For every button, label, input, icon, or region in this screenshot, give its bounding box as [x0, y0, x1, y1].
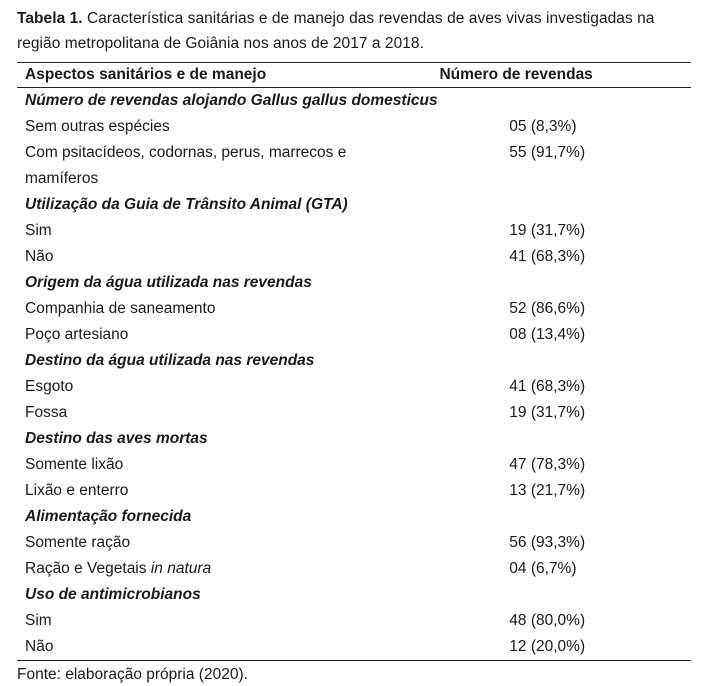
row-label: Somente ração	[25, 534, 131, 551]
row-label: Sem outras espécies	[25, 118, 170, 135]
row-label-italic: in natura	[150, 560, 212, 577]
row-label-container	[17, 556, 359, 582]
row-label: Não	[25, 248, 54, 265]
row-label: Sim	[25, 222, 52, 239]
row-value: 48 (80,0%)	[509, 612, 586, 629]
section-title: Destino das aves mortas	[25, 430, 208, 447]
table-row	[17, 556, 691, 582]
row-value: 04 (6,7%)	[509, 560, 577, 577]
row-label: Sim	[25, 612, 52, 629]
section-row	[17, 88, 691, 115]
row-value: 12 (20,0%)	[359, 634, 691, 661]
row-value: 19 (31,7%)	[509, 404, 586, 421]
table-source: Fonte: elaboração própria (2020).	[17, 666, 248, 683]
section-title: Uso de antimicrobianos	[25, 586, 201, 603]
table-row	[17, 400, 691, 426]
section-row	[17, 426, 691, 452]
row-label: Não	[17, 634, 359, 661]
table-row	[17, 478, 691, 504]
section-title: Utilização da Guia de Trânsito Animal (GTA)	[25, 196, 348, 213]
caption-label: Tabela 1.	[17, 10, 83, 27]
row-value: 08 (13,4%)	[509, 326, 586, 343]
caption-text: Característica sanitárias e de manejo das revendas de aves vivas investigadas na região metropolitana de Goiânia nos anos de 2017 a 2018.	[17, 10, 655, 52]
table-row	[17, 218, 691, 244]
table-header-row	[17, 63, 691, 88]
table-row	[17, 140, 691, 192]
header-count: Número de revendas	[359, 63, 691, 88]
row-value: 19 (31,7%)	[509, 222, 586, 239]
table-row	[17, 452, 691, 478]
row-value: 52 (86,6%)	[509, 300, 586, 317]
row-label: Lixão e enterro	[25, 482, 129, 499]
section-row	[17, 348, 691, 374]
row-value: 41 (68,3%)	[509, 378, 586, 395]
row-value: 05 (8,3%)	[509, 118, 577, 135]
table-row	[17, 244, 691, 270]
row-label: Companhia de saneamento	[25, 300, 216, 317]
row-value: 13 (21,7%)	[509, 482, 586, 499]
section-row	[17, 582, 691, 608]
section-title: Alimentação fornecida	[25, 508, 192, 525]
row-value: 56 (93,3%)	[509, 534, 586, 551]
section-row	[17, 192, 691, 218]
table-row	[17, 296, 691, 322]
table-row	[17, 322, 691, 348]
row-value: 55 (91,7%)	[509, 144, 586, 161]
row-value: 47 (78,3%)	[509, 456, 586, 473]
table-row	[17, 608, 691, 634]
section-title: Origem da água utilizada nas revendas	[25, 274, 312, 291]
row-label: Com psitacídeos, codornas, perus, marrecos e mamíferos	[25, 144, 347, 187]
row-label: Esgoto	[25, 378, 74, 395]
table-row	[17, 374, 691, 400]
section-row	[17, 504, 691, 530]
table-caption	[17, 6, 691, 56]
section-title: Número de revendas alojando Gallus gallus domesticus	[25, 92, 438, 109]
row-label: Ração e Vegetais	[25, 560, 147, 577]
data-table	[17, 62, 691, 661]
row-value: 41 (68,3%)	[509, 248, 586, 265]
header-aspects: Aspectos sanitários e de manejo	[17, 63, 359, 88]
section-row	[17, 270, 691, 296]
section-title: Destino da água utilizada nas revendas	[25, 352, 315, 369]
row-label: Poço artesiano	[25, 326, 129, 343]
table-row	[17, 114, 691, 140]
row-label: Fossa	[25, 404, 68, 421]
table-row	[17, 530, 691, 556]
table-row	[17, 634, 691, 661]
row-label: Somente lixão	[25, 456, 124, 473]
